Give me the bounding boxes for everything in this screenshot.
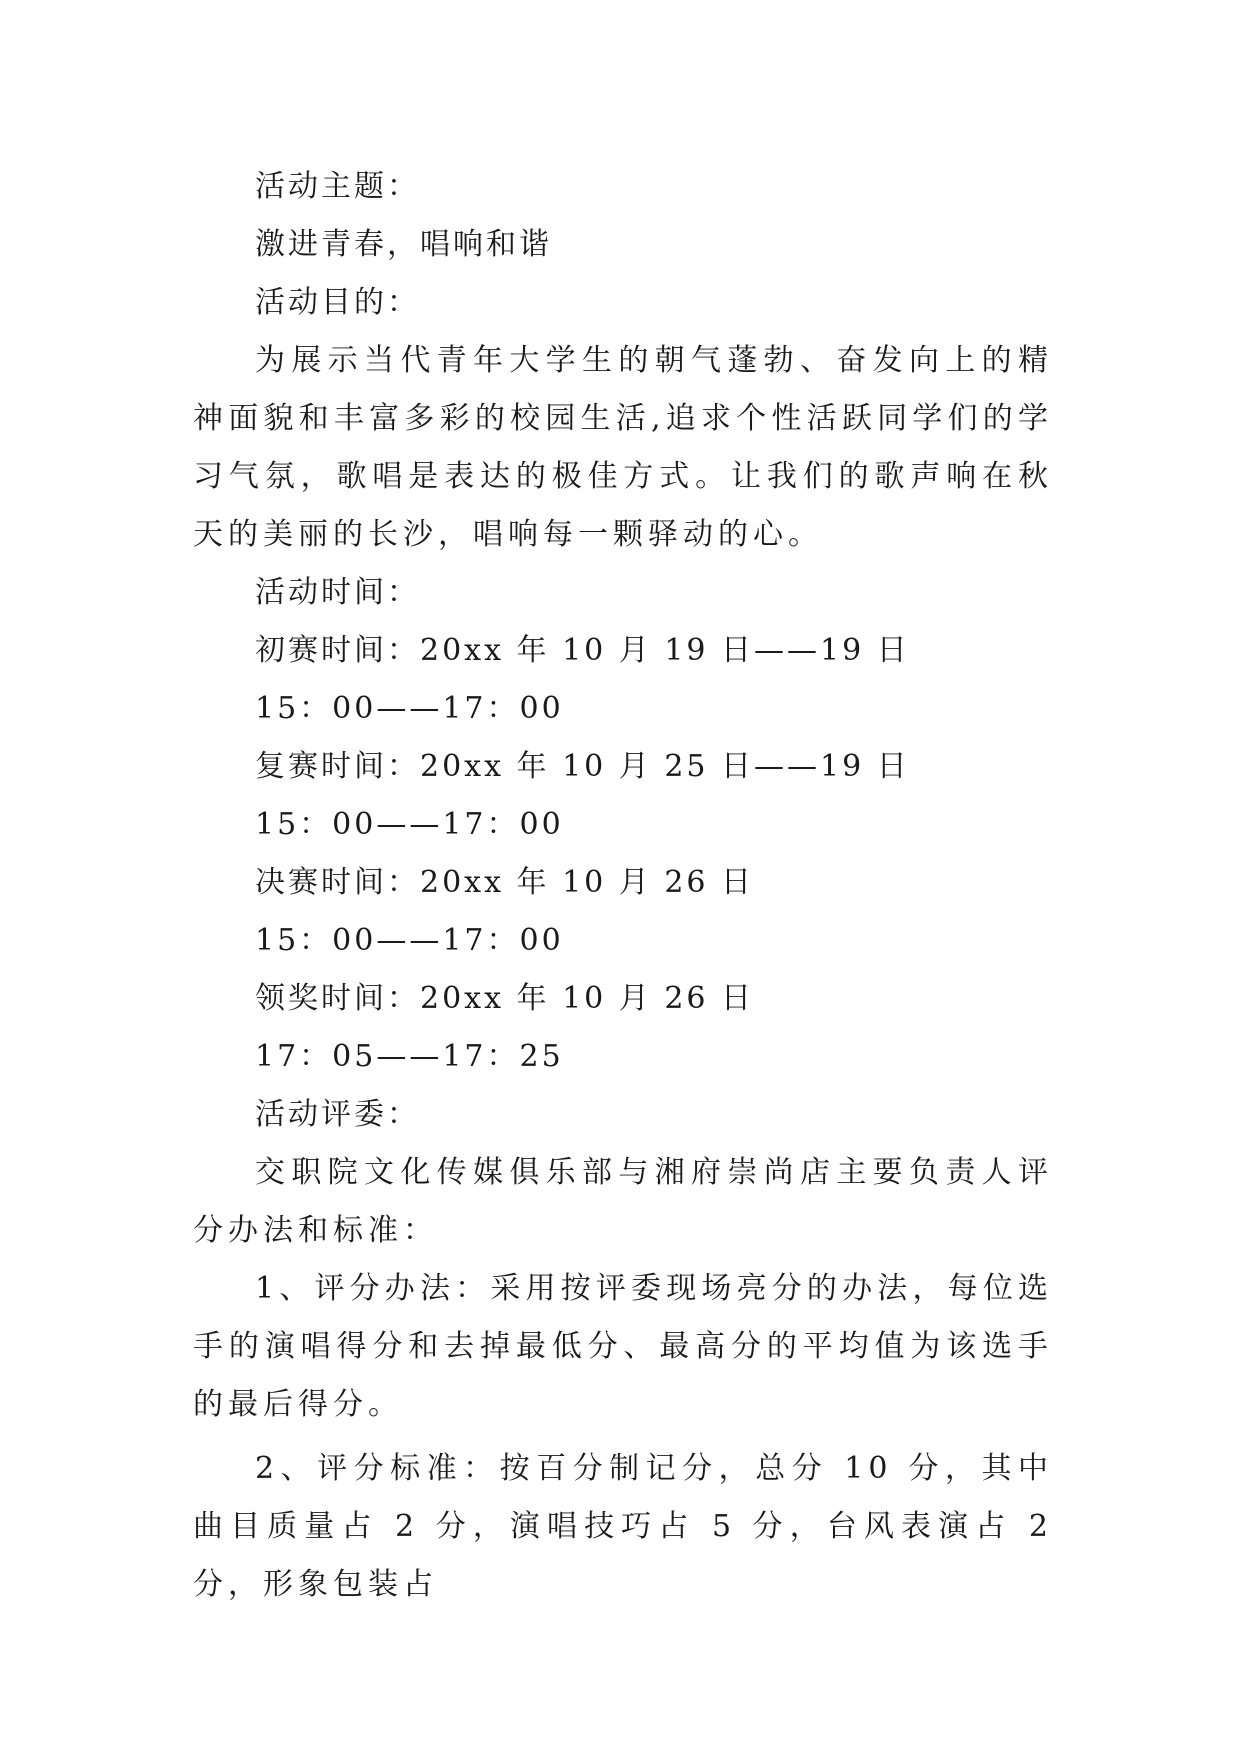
final-date: 决赛时间：20xx 年 10 月 26 日 — [255, 865, 755, 900]
judges-paragraph: 交职院文化传媒俱乐部与湘府崇尚店主要负责人评分办法和标准： — [193, 1155, 1053, 1248]
award-date: 领奖时间：20xx 年 10 月 26 日 — [255, 981, 755, 1016]
semi-date: 复赛时间：20xx 年 10 月 25 日——19 日 — [255, 749, 910, 784]
scoring-standard-paragraph: 2、评分标准：按百分制记分，总分 10 分，其中曲目质量占 2 分，演唱技巧占 5 分，台风表演占 2 分，形象包装占 — [193, 1451, 1053, 1602]
final-time: 15：00——17：00 — [255, 923, 564, 958]
time-heading: 活动时间： — [255, 575, 420, 610]
document-body — [193, 158, 1053, 1614]
purpose-paragraph: 为展示当代青年大学生的朝气蓬勃、奋发向上的精神面貌和丰富多彩的校园生活,追求个性活跃同学们的学习气氛，歌唱是表达的极佳方式。让我们的歌声响在秋天的美丽的长沙，唱响每一颗驿动的心。 — [193, 343, 1053, 552]
theme-text: 激进青春，唱响和谐 — [255, 227, 552, 262]
theme-heading: 活动主题： — [255, 169, 420, 204]
semi-time: 15：00——17：00 — [255, 807, 564, 842]
purpose-heading: 活动目的： — [255, 285, 420, 320]
prelim-date: 初赛时间：20xx 年 10 月 19 日——19 日 — [255, 633, 910, 668]
judges-heading: 活动评委： — [255, 1097, 420, 1132]
scoring-method-paragraph: 1、评分办法：采用按评委现场亮分的办法，每位选手的演唱得分和去掉最低分、最高分的平均值为该选手的最后得分。 — [193, 1271, 1053, 1422]
award-time: 17：05——17：25 — [255, 1039, 564, 1074]
prelim-time: 15：00——17：00 — [255, 691, 564, 726]
